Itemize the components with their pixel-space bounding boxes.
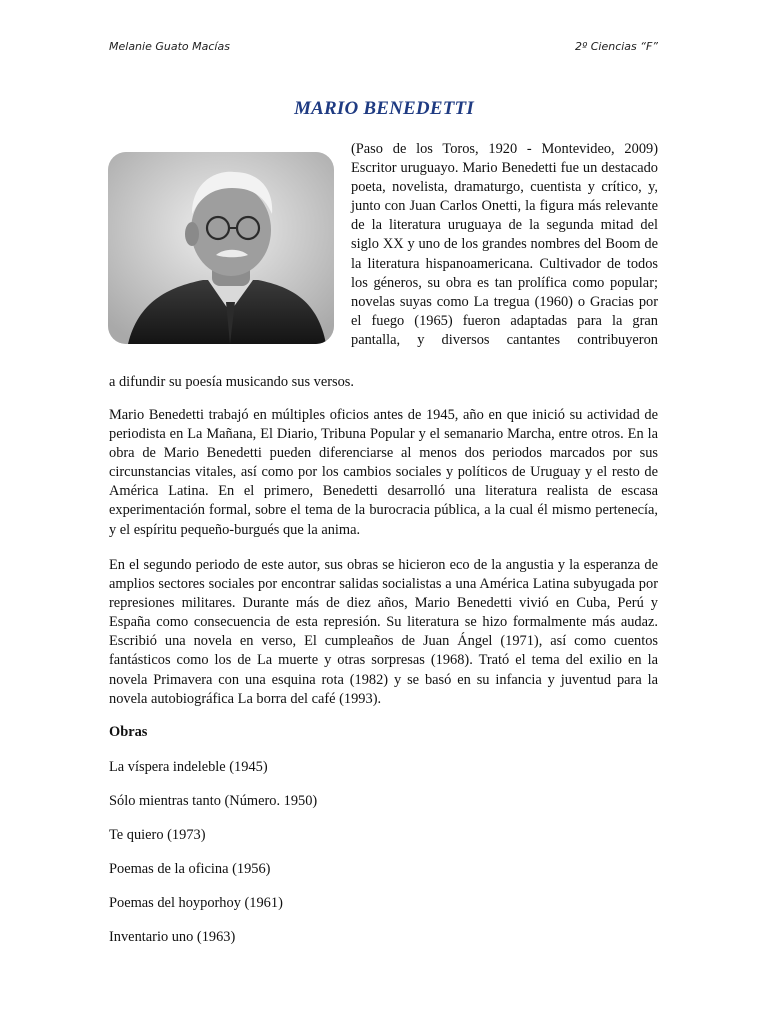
works-list [109, 758, 317, 962]
page-header [109, 40, 658, 60]
works-list-item: Inventario uno (1963) [109, 929, 236, 945]
intro-paragraph-tail: a difundir su poesía musicando sus versos. [109, 374, 355, 390]
body-paragraph: Mario Benedetti trabajó en múltiples oficios antes de 1945, año en que inició su actividad de periodista en La Mañana, El Diario, Tribuna Popular y el semanario Marcha, entre otros. En la obra de Mario Benedetti pueden diferenciarse al menos dos periodos marcados por sus circunstancias vitales, así como por los cambios sociales y políticos de Uruguay y el resto de América Latina. En el primero, Benedetti desarrolló una literatura realista de escasa experimentación formal, sobre el tema de la burocracia pública, a la cual él mismo pertenecía, y el espíritu pequeño-burgués que la anima. [109, 407, 658, 538]
portrait-illustration [108, 152, 334, 344]
works-list-item: La víspera indeleble (1945) [109, 759, 268, 775]
page-title: MARIO BENEDETTI [294, 98, 474, 119]
works-heading: Obras [109, 724, 148, 740]
works-list-item: Poemas del hoyporhoy (1961) [109, 895, 283, 911]
intro-paragraph: (Paso de los Toros, 1920 - Montevideo, 2009) Escritor uruguayo. Mario Benedetti fue un destacado poeta, novelista, dramaturgo, cuentista y crítico, y, junto con Juan Carlos Onetti, la figura más relevante de la literatura uruguaya de la segunda mitad del siglo XX y uno de los grandes nombres del Boom de la literatura hispanoamericana. Cultivador de todos los géneros, su obra es tan prolífica como popular; novelas suyas como La tregua (1960) o Gracias por el fuego (1965) fueron adaptadas para la gran pantalla, y diversos cantantes contribuyeron [351, 141, 658, 348]
works-list-item: Poemas de la oficina (1956) [109, 861, 271, 877]
works-list-item: Sólo mientras tanto (Número. 1950) [109, 793, 318, 809]
portrait-photo [108, 152, 334, 344]
header-author: Melanie Guato Macías [109, 40, 230, 53]
body-paragraph: En el segundo periodo de este autor, sus obras se hicieron eco de la angustia y la esperanza de amplios sectores sociales por encontrar salidas socialistas a una América Latina subyugada por represiones militares. Durante más de diez años, Mario Benedetti vivió en Cuba, Perú y España como consecuencia de esta represión. Su literatura se hizo formalmente más audaz. Escribió una novela en verso, El cumpleaños de Juan Ángel (1971), así como cuentos fantásticos como los de La muerte y otras sorpresas (1968). Trató el tema del exilio en la novela Primavera con una esquina rota (1982) y se basó en su infancia y juventud para la novela autobiográfica La borra del café (1993). [109, 557, 658, 707]
header-class: 2º Ciencias “F” [575, 40, 658, 53]
works-list-item: Te quiero (1973) [109, 827, 206, 843]
